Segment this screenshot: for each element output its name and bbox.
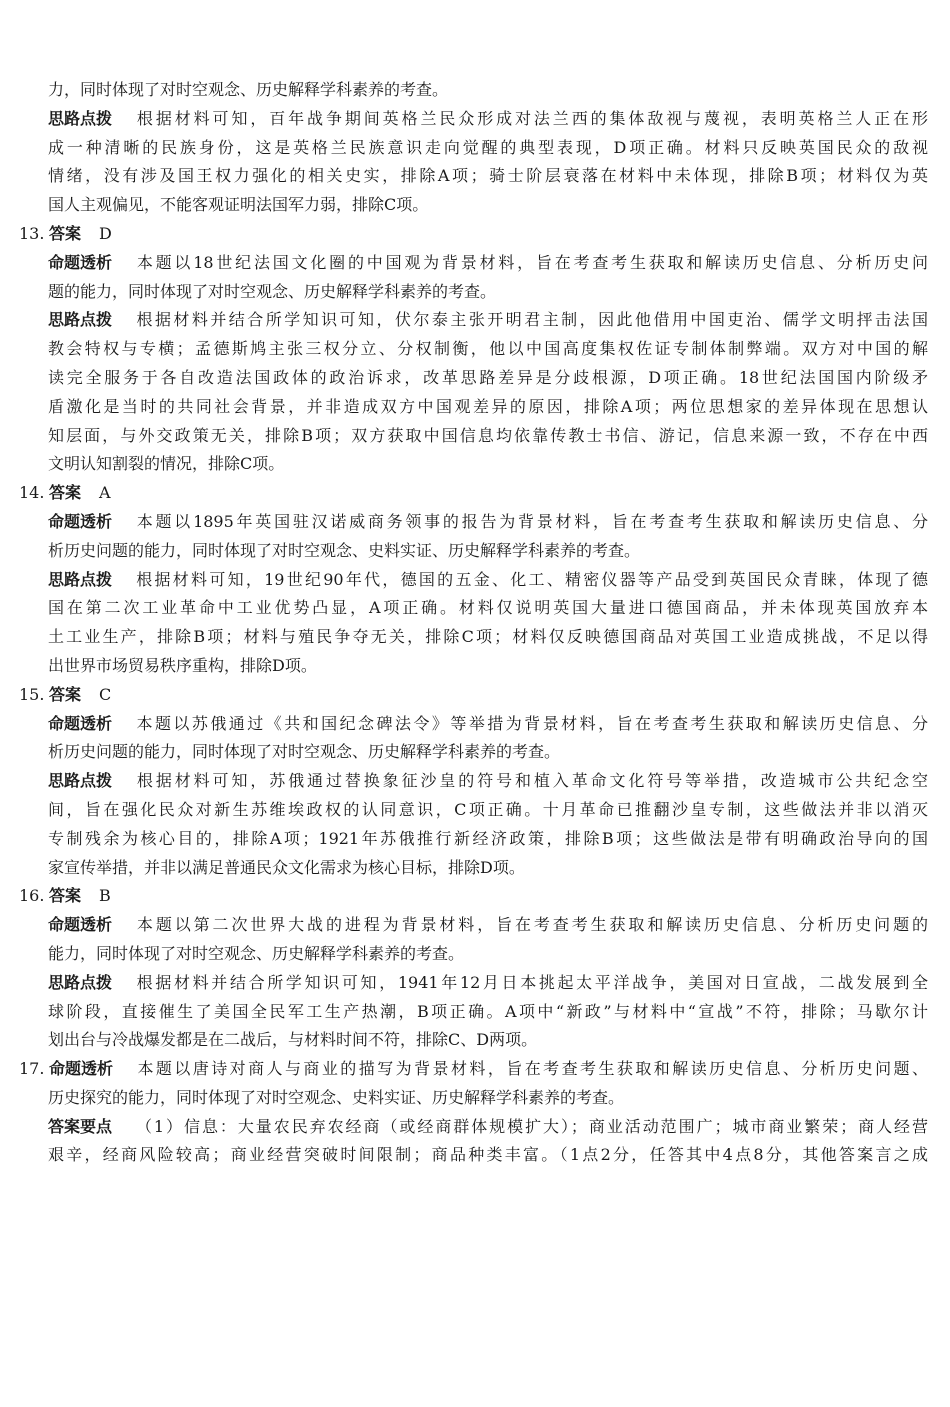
question-number: 15. xyxy=(19,684,45,704)
section-label: 思路点拨 xyxy=(48,108,113,128)
text-line: 间，旨在强化民众对新生苏维埃政权的认同意识，C项正确。十月革命已推翻沙皇专制，这些做法并非以消灭 xyxy=(48,799,928,819)
answer-label: 答案 xyxy=(49,886,82,906)
labeled-line xyxy=(0,566,928,595)
labeled-line xyxy=(0,969,928,998)
labeled-line xyxy=(0,767,928,796)
text-line: 题的能力，同时体现了对时空观念、历史解释学科素养的考查。 xyxy=(48,281,497,301)
labeled-line xyxy=(0,508,928,537)
answer-value: D xyxy=(99,223,112,243)
section-label: 命题透析 xyxy=(48,713,113,733)
text-line: 家宣传举措，并非以满足普通民众文化需求为核心目标，排除D项。 xyxy=(48,857,525,877)
answer-line xyxy=(0,882,928,911)
numbered-labeled-line xyxy=(0,1055,928,1084)
text-line: 知层面，与外交政策无关，排除B项；双方获取中国信息均依靠传教士书信、游记，信息来源一致，不存在中西 xyxy=(48,425,928,445)
question-number: 13. xyxy=(19,223,45,243)
text-line: 情绪，没有涉及国王权力强化的相关史实，排除A项；骑士阶层衰落在材料中未体现，排除B项；材料仅为英 xyxy=(48,166,928,186)
labeled-line xyxy=(0,306,928,335)
text-line: 析历史问题的能力，同时体现了对时空观念、历史解释学科素养的考查。 xyxy=(48,742,561,762)
labeled-line xyxy=(0,1113,928,1142)
section-text: 本题以唐诗对商人与商业的描写为背景材料，旨在考查考生获取和解读历史信息、分析历史问题、 xyxy=(135,1059,928,1079)
text-line: 土工业生产，排除B项；材料与殖民争夺无关，排除C项；材料仅反映德国商品对英国工业造成挑战，不足以得 xyxy=(48,627,928,647)
text-line: 艰辛，经商风险较高；商业经营突破时间限制；商品种类丰富。（1点2分，任答其中4点8分，其他答案言之成 xyxy=(48,1145,928,1165)
section-text: 本题以1895年英国驻汉诺威商务领事的报告为背景材料，旨在考查考生获取和解读历史信息、分 xyxy=(134,511,928,531)
labeled-line xyxy=(0,249,928,278)
section-label: 思路点拨 xyxy=(48,972,113,992)
text-line: 出世界市场贸易秩序重构，排除D项。 xyxy=(48,655,317,675)
answer-value: C xyxy=(99,684,112,704)
text-line: 析历史问题的能力，同时体现了对时空观念、史料实证、历史解释学科素养的考查。 xyxy=(48,540,641,560)
text-line: 国人主观偏见，不能客观证明法国军力弱，排除C项。 xyxy=(48,195,429,215)
text-line: 能力，同时体现了对时空观念、历史解释学科素养的考查。 xyxy=(48,943,465,963)
section-label: 命题透析 xyxy=(48,915,113,935)
section-text: （1）信息：大量农民弃农经商（或经商群体规模扩大）；商业活动范围广；城市商业繁荣；商人经营 xyxy=(134,1116,928,1136)
text-line: 读完全服务于各自改造法国政体的政治诉求，改革思路差异是分歧根源，D项正确。18世纪法国国内阶级矛 xyxy=(48,367,928,387)
section-text: 根据材料并结合所学知识可知，1941年12月日本挑起太平洋战争，美国对日宣战，二战发展到全 xyxy=(134,972,928,992)
section-text: 本题以苏俄通过《共和国纪念碑法令》等举措为背景材料，旨在考查考生获取和解读历史信息、分 xyxy=(134,713,928,733)
section-text: 本题以第二次世界大战的进程为背景材料，旨在考查考生获取和解读历史信息、分析历史问题的 xyxy=(134,915,928,935)
section-label: 答案要点 xyxy=(48,1116,113,1136)
question-number: 17. xyxy=(19,1059,45,1079)
section-label: 命题透析 xyxy=(48,511,113,531)
text-line: 教会特权与专横；孟德斯鸠主张三权分立、分权制衡，他以中国高度集权佐证专制体制弊端。双方对中国的解 xyxy=(48,339,928,359)
section-text: 本题以18世纪法国文化圈的中国观为背景材料，旨在考查考生获取和解读历史信息、分析历史问 xyxy=(134,252,928,272)
text-line: 历史探究的能力，同时体现了对时空观念、史料实证、历史解释学科素养的考查。 xyxy=(48,1087,625,1107)
question-number: 14. xyxy=(19,483,45,503)
answer-label: 答案 xyxy=(49,684,82,704)
answer-label: 答案 xyxy=(49,223,82,243)
section-text: 根据材料可知，百年战争期间英格兰民众形成对法兰西的集体敌视与蔑视，表明英格兰人正在形 xyxy=(134,108,928,128)
labeled-line xyxy=(0,105,928,134)
section-label: 命题透析 xyxy=(48,252,113,272)
text-line: 国在第二次工业革命中工业优势凸显，A项正确。材料仅说明英国大量进口德国商品，并未体现英国放弃本 xyxy=(48,598,928,618)
answer-explanation-document xyxy=(0,76,950,1170)
answer-line xyxy=(0,479,928,508)
text-line: 盾激化是当时的共同社会背景，并非造成双方中国观差异的原因，排除A项；两位思想家的差异体现在思想认 xyxy=(48,396,928,416)
answer-line xyxy=(0,220,928,249)
section-text: 根据材料可知，19世纪90年代，德国的五金、化工、精密仪器等产品受到英国民众青睐，体现了德 xyxy=(134,569,928,589)
section-label: 命题透析 xyxy=(49,1059,114,1079)
text-line: 划出台与冷战爆发都是在二战后，与材料时间不符，排除C、D两项。 xyxy=(48,1030,538,1050)
labeled-line xyxy=(0,911,928,940)
section-label: 思路点拨 xyxy=(48,569,113,589)
text-line: 成一种清晰的民族身份，这是英格兰民族意识走向觉醒的典型表现，D项正确。材料只反映英国民众的敌视 xyxy=(48,137,928,157)
section-label: 思路点拨 xyxy=(48,771,113,791)
text-line: 球阶段，直接催生了美国全民军工生产热潮，B项正确。A项中“新政”与材料中“宣战”不符，排除；马歇尔计 xyxy=(48,1001,928,1021)
answer-label: 答案 xyxy=(49,483,82,503)
answer-value: B xyxy=(99,886,111,906)
text-line: 力，同时体现了对时空观念、历史解释学科素养的考查。 xyxy=(48,80,449,99)
text-line: 专制残余为核心目的，排除A项；1921年苏俄推行新经济政策，排除B项；这些做法是带有明确政治导向的国 xyxy=(48,828,928,848)
section-label: 思路点拨 xyxy=(48,310,113,330)
text-line: 文明认知割裂的情况，排除C项。 xyxy=(48,454,285,474)
answer-value: A xyxy=(99,483,111,503)
answer-line xyxy=(0,681,928,710)
section-text: 根据材料可知，苏俄通过替换象征沙皇的符号和植入革命文化符号等举措，改造城市公共纪念空 xyxy=(134,771,928,791)
labeled-line xyxy=(0,710,928,739)
question-number: 16. xyxy=(19,886,45,906)
section-text: 根据材料并结合所学知识可知，伏尔泰主张开明君主制，因此他借用中国吏治、儒学文明抨击法国 xyxy=(134,310,928,330)
